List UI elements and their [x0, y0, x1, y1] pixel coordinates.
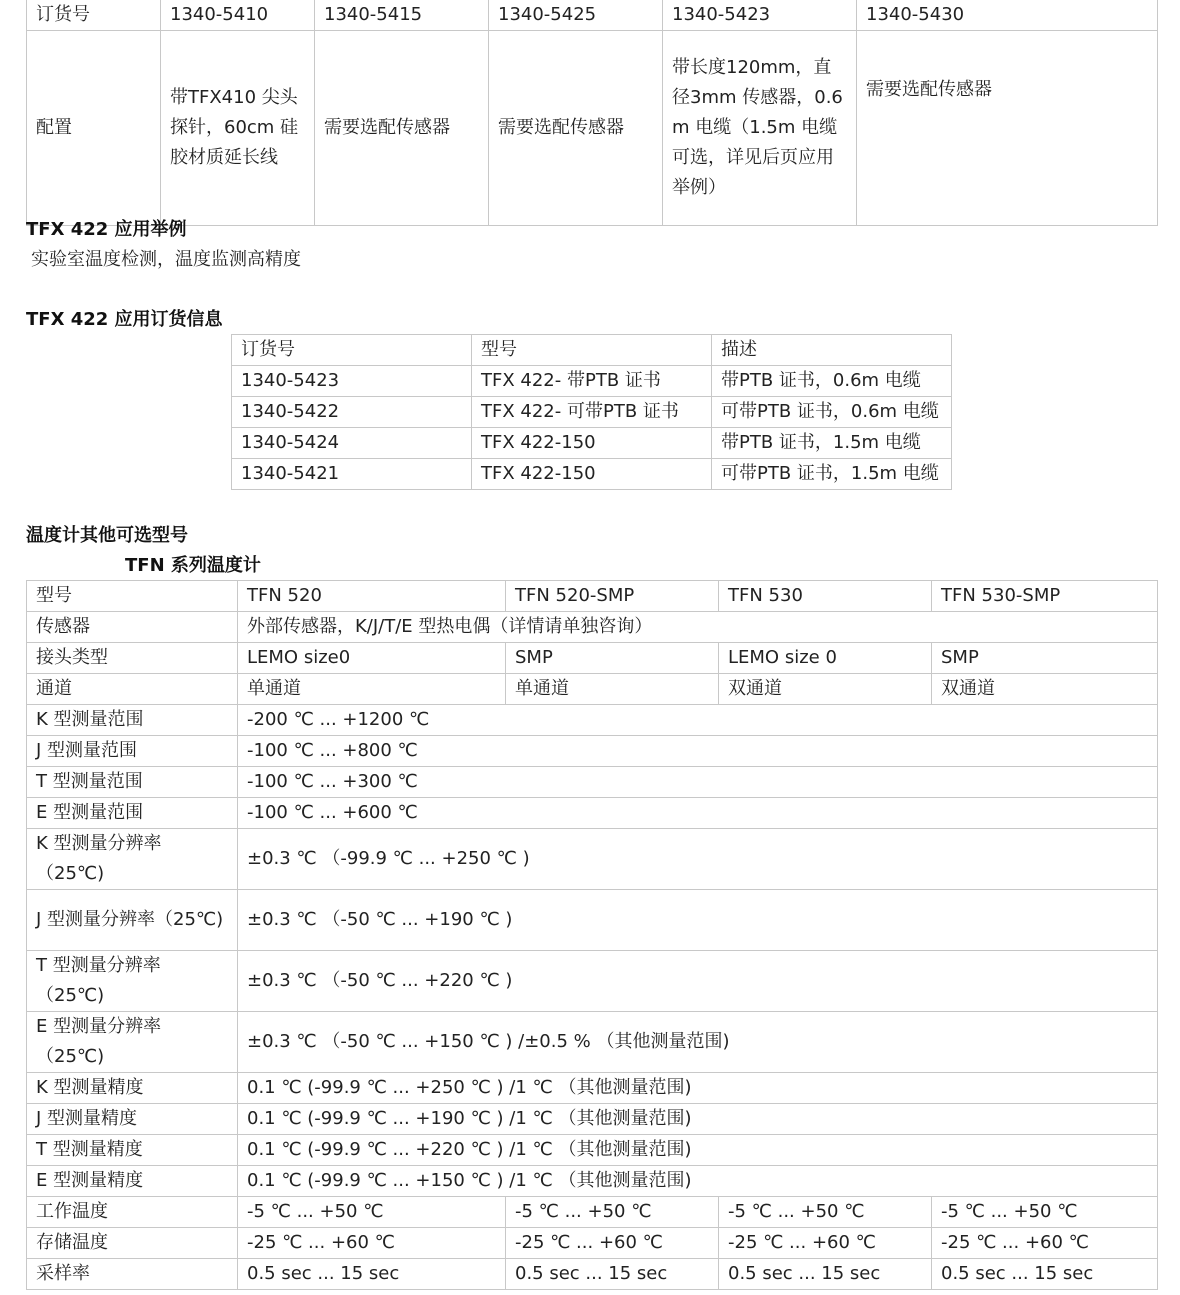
model-header: TFN 520 — [238, 581, 506, 612]
model-cell: TFX 422-150 — [472, 459, 712, 490]
order-number-cell: 1340-5423 — [232, 366, 472, 397]
table-row — [27, 767, 1158, 798]
row-label: J 型测量精度 — [27, 1104, 238, 1135]
spec-value: -25 ℃ ... +60 ℃ — [506, 1228, 719, 1259]
spec-value: 0.5 sec ... 15 sec — [719, 1259, 932, 1290]
config-cell: 带长度120mm，直径3mm 传感器，0.6 m 电缆（1.5m 电缆可选，详见后页应用举例） — [663, 31, 857, 226]
row-label: T 型测量精度 — [27, 1135, 238, 1166]
table-row — [27, 1104, 1158, 1135]
column-header: 订货号 — [232, 335, 472, 366]
row-label: E 型测量范围 — [27, 798, 238, 829]
spec-value: ±0.3 ℃ （-50 ℃ ... +190 ℃ ) — [238, 890, 1158, 951]
spec-value: 双通道 — [719, 674, 932, 705]
spec-value: 0.1 ℃ (-99.9 ℃ ... +150 ℃ ) /1 ℃ （其他测量范围) — [238, 1166, 1158, 1197]
model-cell: TFX 422- 可带PTB 证书 — [472, 397, 712, 428]
order-number-cell: 1340-5421 — [232, 459, 472, 490]
spec-value: 0.5 sec ... 15 sec — [506, 1259, 719, 1290]
spec-value: -5 ℃ ... +50 ℃ — [932, 1197, 1158, 1228]
row-label: 接头类型 — [27, 643, 238, 674]
column-header: 型号 — [472, 335, 712, 366]
row-label: T 型测量分辨率（25℃) — [27, 951, 238, 1012]
spec-value: 0.1 ℃ (-99.9 ℃ ... +220 ℃ ) /1 ℃ （其他测量范围) — [238, 1135, 1158, 1166]
spec-value: 单通道 — [506, 674, 719, 705]
other-models-heading: 温度计其他可选型号 — [26, 525, 188, 546]
model-header: TFN 530 — [719, 581, 932, 612]
order-number-cell: 1340-5430 — [857, 0, 1158, 31]
order-config-table — [26, 0, 1158, 226]
order-number-cell: 1340-5410 — [161, 0, 315, 31]
spec-value: -5 ℃ ... +50 ℃ — [719, 1197, 932, 1228]
row-label: E 型测量分辨率（25℃) — [27, 1012, 238, 1073]
row-label: 采样率 — [27, 1259, 238, 1290]
spec-value: LEMO size 0 — [719, 643, 932, 674]
row-label: J 型测量分辨率（25℃) — [27, 890, 238, 951]
table-row — [27, 1012, 1158, 1073]
example-heading: TFX 422 应用举例 — [26, 219, 187, 240]
spec-value: 0.1 ℃ (-99.9 ℃ ... +250 ℃ ) /1 ℃ （其他测量范围) — [238, 1073, 1158, 1104]
model-cell: TFX 422- 带PTB 证书 — [472, 366, 712, 397]
tfn-spec-table — [26, 580, 1158, 1290]
order-number-cell: 1340-5424 — [232, 428, 472, 459]
table-row — [27, 1073, 1158, 1104]
spec-value: 单通道 — [238, 674, 506, 705]
config-row — [27, 31, 1158, 226]
spec-value: -100 ℃ ... +300 ℃ — [238, 767, 1158, 798]
row-label: 通道 — [27, 674, 238, 705]
spec-value: 0.5 sec ... 15 sec — [932, 1259, 1158, 1290]
model-cell: TFX 422-150 — [472, 428, 712, 459]
table-row — [27, 890, 1158, 951]
row-label: 存储温度 — [27, 1228, 238, 1259]
row-label: K 型测量范围 — [27, 705, 238, 736]
table-row — [232, 459, 952, 490]
description-cell: 可带PTB 证书，1.5m 电缆 — [712, 459, 952, 490]
order-info-table — [231, 334, 952, 490]
table-row — [27, 951, 1158, 1012]
spec-value: -25 ℃ ... +60 ℃ — [238, 1228, 506, 1259]
row-label: J 型测量范围 — [27, 736, 238, 767]
table-row — [27, 674, 1158, 705]
spec-value: SMP — [506, 643, 719, 674]
config-cell: 需要选配传感器 — [489, 31, 663, 226]
example-text: 实验室温度检测，温度监测高精度 — [31, 249, 301, 270]
row-label: K 型测量精度 — [27, 1073, 238, 1104]
table-row — [27, 1197, 1158, 1228]
row-label: 工作温度 — [27, 1197, 238, 1228]
spec-value: ±0.3 ℃ （-50 ℃ ... +220 ℃ ) — [238, 951, 1158, 1012]
spec-value: -200 ℃ ... +1200 ℃ — [238, 705, 1158, 736]
table-row — [27, 829, 1158, 890]
row-label: 配置 — [27, 31, 161, 226]
row-label: K 型测量分辨率（25℃) — [27, 829, 238, 890]
row-label: E 型测量精度 — [27, 1166, 238, 1197]
spec-value: LEMO size0 — [238, 643, 506, 674]
spec-value: -5 ℃ ... +50 ℃ — [506, 1197, 719, 1228]
config-cell: 带TFX410 尖头探针，60cm 硅胶材质延长线 — [161, 31, 315, 226]
spec-value: 0.1 ℃ (-99.9 ℃ ... +190 ℃ ) /1 ℃ （其他测量范围) — [238, 1104, 1158, 1135]
model-header: TFN 520-SMP — [506, 581, 719, 612]
spec-value: -100 ℃ ... +800 ℃ — [238, 736, 1158, 767]
config-cell: 需要选配传感器 — [315, 31, 489, 226]
column-header: 描述 — [712, 335, 952, 366]
table-row — [232, 428, 952, 459]
spec-value: 0.5 sec ... 15 sec — [238, 1259, 506, 1290]
table-row — [27, 643, 1158, 674]
spec-value: 外部传感器，K/J/T/E 型热电偶（详情请单独咨询） — [238, 612, 1158, 643]
table-row — [27, 612, 1158, 643]
model-header: TFN 530-SMP — [932, 581, 1158, 612]
table-row — [27, 798, 1158, 829]
row-label: 传感器 — [27, 612, 238, 643]
order-number-cell: 1340-5415 — [315, 0, 489, 31]
description-cell: 带PTB 证书，1.5m 电缆 — [712, 428, 952, 459]
spec-value: ±0.3 ℃ （-99.9 ℃ ... +250 ℃ ) — [238, 829, 1158, 890]
table-header-row — [27, 581, 1158, 612]
table-row — [27, 1166, 1158, 1197]
table-row — [27, 1259, 1158, 1290]
spec-value: -5 ℃ ... +50 ℃ — [238, 1197, 506, 1228]
tfn-series-subheading: TFN 系列温度计 — [125, 555, 261, 576]
description-cell: 可带PTB 证书，0.6m 电缆 — [712, 397, 952, 428]
row-label: 型号 — [27, 581, 238, 612]
order-info-heading: TFX 422 应用订货信息 — [26, 309, 223, 330]
table-row — [232, 366, 952, 397]
spec-value: 双通道 — [932, 674, 1158, 705]
table-row — [27, 1228, 1158, 1259]
order-number-cell: 1340-5423 — [663, 0, 857, 31]
table-row — [27, 736, 1158, 767]
spec-value: -25 ℃ ... +60 ℃ — [932, 1228, 1158, 1259]
config-cell: 需要选配传感器 — [857, 31, 1158, 226]
spec-value: -25 ℃ ... +60 ℃ — [719, 1228, 932, 1259]
order-number-cell: 1340-5422 — [232, 397, 472, 428]
spec-value: ±0.3 ℃ （-50 ℃ ... +150 ℃ ) /±0.5 % （其他测量范围) — [238, 1012, 1158, 1073]
table-row — [27, 1135, 1158, 1166]
order-number-cell: 1340-5425 — [489, 0, 663, 31]
row-label: T 型测量范围 — [27, 767, 238, 798]
spec-value: -100 ℃ ... +600 ℃ — [238, 798, 1158, 829]
description-cell: 带PTB 证书，0.6m 电缆 — [712, 366, 952, 397]
table-header-row — [232, 335, 952, 366]
row-label: 订货号 — [27, 0, 161, 31]
order-number-row — [27, 0, 1158, 31]
spec-value: SMP — [932, 643, 1158, 674]
table-row — [27, 705, 1158, 736]
table-row — [232, 397, 952, 428]
